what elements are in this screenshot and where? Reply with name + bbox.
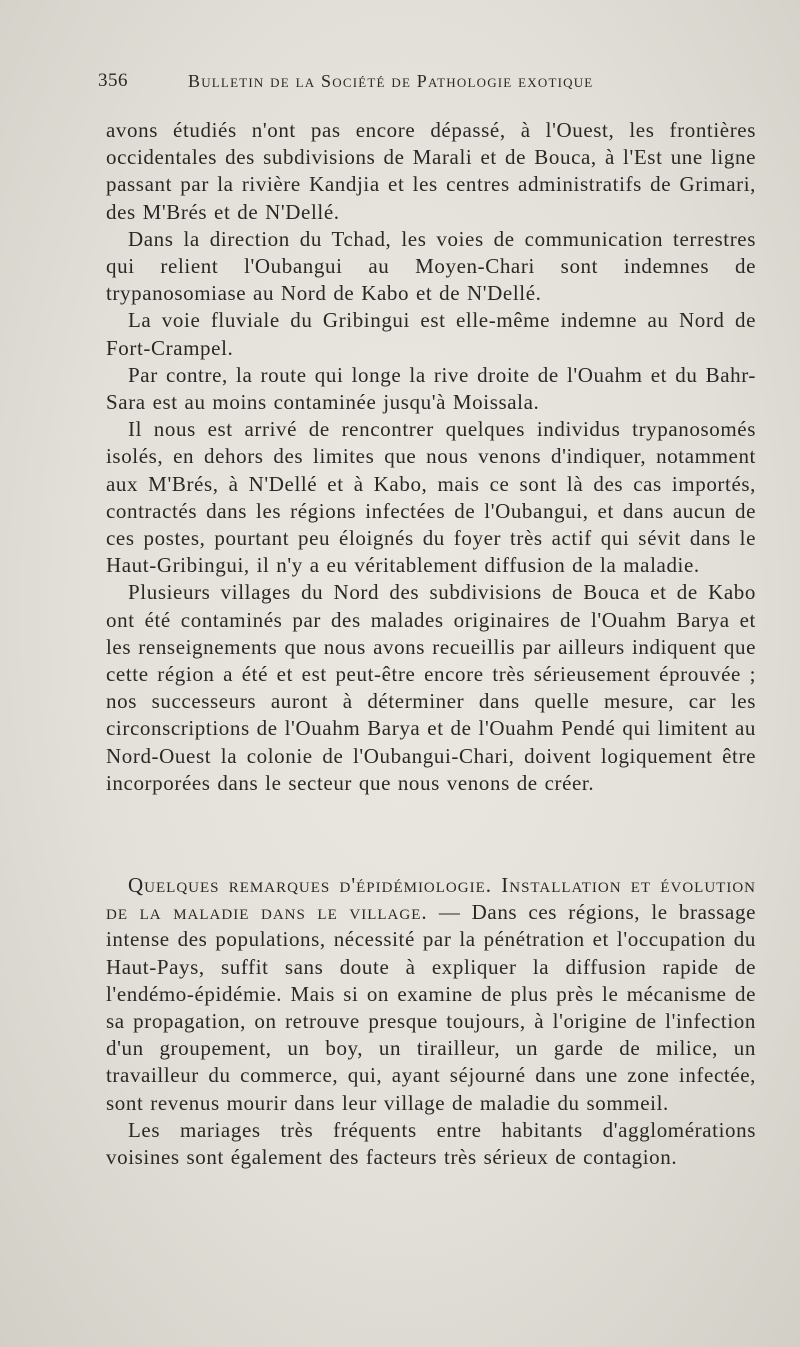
paragraph-tchad-routes: Dans la direction du Tchad, les voies de communication terrestres qui relient l'Oubangui au Moyen-Chari sont indemnes de trypanosomiase au Nord de Kabo et de N'Dellé.	[106, 226, 756, 306]
paragraph-continued: avons étudiés n'ont pas encore dépassé, à l'Ouest, les frontières occidentales des subdivisions de Marali et de Bouca, à l'Est une ligne passant par la rivière Kandjia et les centres administratifs de Grimari, des M'Brés et de N'Dellé.	[106, 118, 756, 224]
epidemiology-section	[106, 872, 756, 1171]
running-title: Bulletin de la Société de Pathologie exotique	[188, 71, 594, 91]
running-header	[98, 70, 758, 100]
paragraph-ouahm-route: Par contre, la route qui longe la rive droite de l'Ouahm et du Bahr-Sara est au moins contaminée jusqu'à Moissala.	[106, 362, 756, 415]
section-lead-text: Dans ces régions, le brassage intense des populations, nécessité par la pénétration et l'occupation du Haut-Pays, suffit sans doute à expliquer la diffusion rapide de l'endémo-épidémie. Mais si on examine de plus près le mécanisme de sa propagation, on retrouve presque toujours, à l'origine de l'infection d'un groupement, un boy, un tirailleur, un garde de milice, un travailleur du commerce, qui, ayant séjourné dans une zone infectée, sont revenus mourir dans leur village de maladie du sommeil.	[106, 900, 756, 1115]
paragraph-contaminated-villages: Plusieurs villages du Nord des subdivisions de Bouca et de Kabo ont été contaminés par des malades originaires de l'Ouahm Barya et les renseignements que nous avons recueillis par ailleurs indiquent que cette région a été et est peut-être encore très sérieusement éprouvée ; nos successeurs auront à déterminer dans quelle mesure, car les circonscriptions de l'Ouahm Barya et de l'Ouahm Pendé qui limitent au Nord-Ouest la colonie de l'Oubangui-Chari, doivent logiquement être incorporées dans le secteur que nous venons de créer.	[106, 580, 756, 795]
paragraph-gribingui: La voie fluviale du Gribingui est elle-même indemne au Nord de Fort-Crampel.	[106, 308, 756, 360]
paragraph-imported-cases: Il nous est arrivé de rencontrer quelques individus trypanosomés isolés, en dehors des limites que nous venons d'indiquer, notamment aux M'Brés, à N'Dellé et à Kabo, mais ce sont là des cas importés, contractés dans les régions infectées de l'Oubangui, et dans aucun de ces postes, pourtant peu éloignés du foyer très actif qui sévit dans le Haut-Gribingui, il n'y a eu véritablement diffusion de la maladie.	[106, 417, 756, 578]
section-dash: —	[427, 900, 472, 925]
body-text	[106, 117, 756, 797]
page-number: 356	[98, 70, 128, 91]
section-lead-paragraph	[106, 872, 756, 1117]
paragraph-marriages: Les mariages très fréquents entre habitants d'agglomérations voisines sont également des facteurs très sérieux de contagion.	[106, 1117, 756, 1170]
section-title: Quelques remarques d'épidémiologie. Installation et évolution de la maladie dans le village.	[106, 873, 756, 925]
